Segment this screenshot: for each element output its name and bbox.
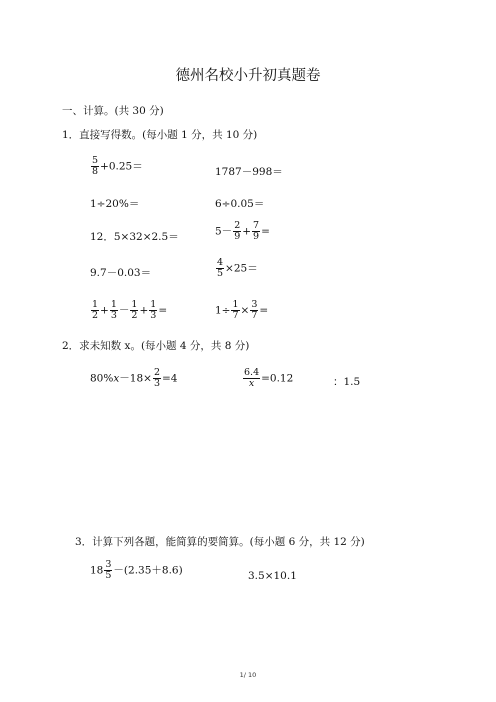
calc-2: 3.5×10.1 (248, 570, 297, 582)
q1-item-6: 5－ $\frac{2}{9}$ + $\frac{7}{9}$ = (215, 220, 270, 242)
q1-item-8: $\frac{4}{5}$ ×25＝ (217, 257, 258, 279)
calc-1: 18 $\frac{3}{5}$ －(2.35＋8.6) (90, 559, 183, 581)
q1-item-5: 12．5×32×2.5＝ (90, 231, 179, 243)
question-3-heading: 3．计算下列各题，能简算的要简算。(每小题 6 分，共 12 分) (75, 536, 365, 548)
fraction: $\frac{5}{8}$ (92, 155, 99, 177)
q1-item-4: 6÷0.05＝ (215, 198, 265, 210)
section-heading: 一、计算。(共 30 分) (62, 105, 164, 117)
q1-item-7: 9.7－0.03＝ (90, 267, 152, 279)
question-2-heading: 2．求未知数 x。(每小题 4 分，共 8 分) (62, 340, 250, 352)
equation-3: ：1.5 (333, 376, 361, 388)
q1-item-9: $\frac{1}{2}$ + $\frac{1}{3}$ － $\frac{1}{2}$ + $\frac{1}{3}$ = (92, 299, 168, 321)
q1-item-3: 1÷20%＝ (90, 198, 140, 210)
q1-item-1: $\frac{5}{8}$ +0.25＝ (92, 155, 143, 177)
equation-2: $\frac{6.4}{x}$ =0.12 (244, 367, 294, 389)
q1-item-2: 1787－998＝ (215, 166, 283, 178)
q1-item-10: 1÷ $\frac{1}{7}$ × $\frac{3}{7}$ = (215, 299, 269, 321)
page-number: 1/ 10 (239, 671, 257, 679)
page-title: 德州名校小升初真题卷 (175, 68, 321, 84)
question-1-heading: 1．直接写得数。(每小题 1 分，共 10 分) (62, 129, 258, 141)
equation-1: 80%x－18× $\frac{2}{3}$ =4 (90, 367, 178, 389)
